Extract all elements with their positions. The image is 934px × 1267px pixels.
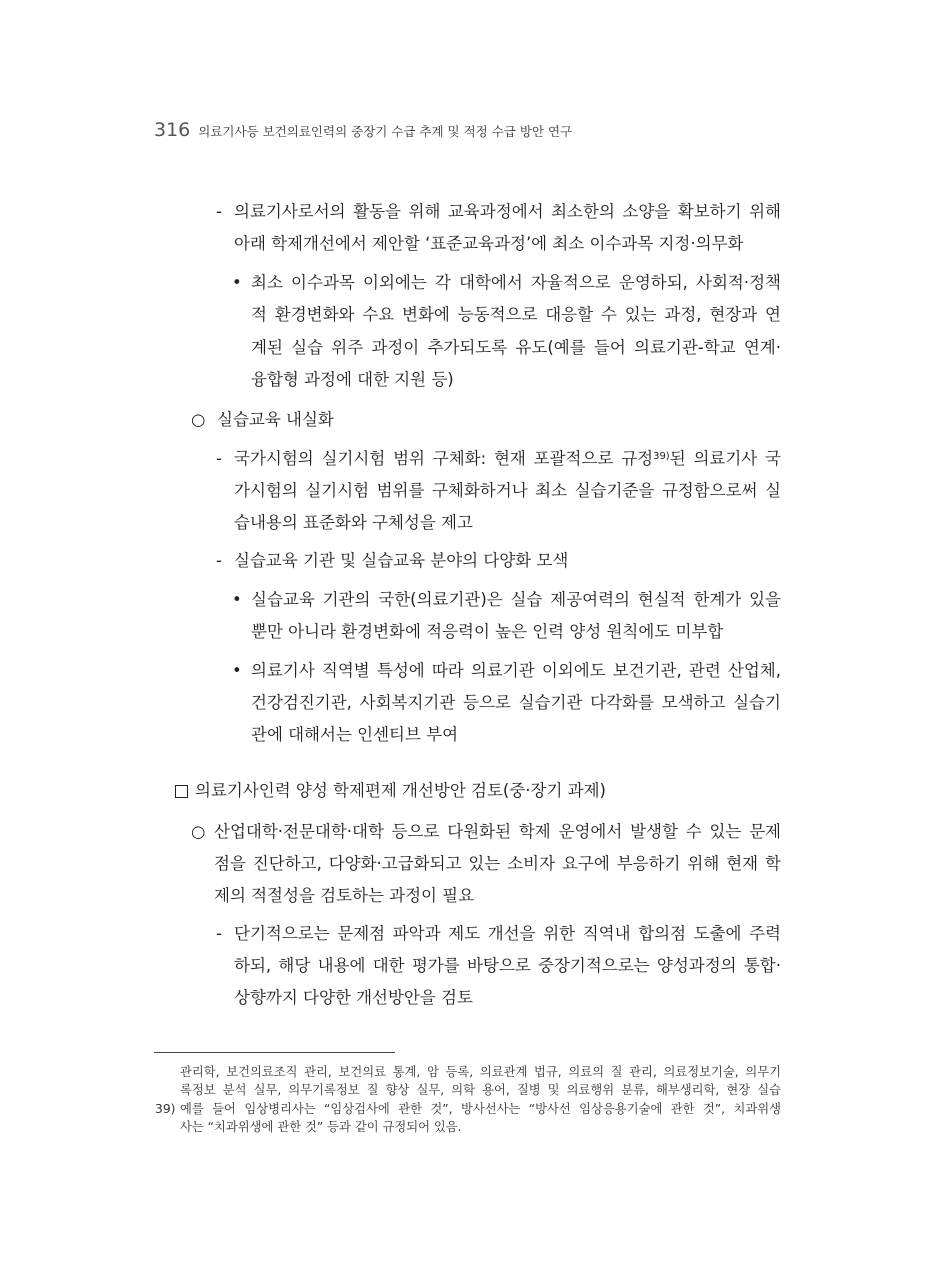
footnote-line: 예를 들어 임상병리사는 “임상검사에 관한 것”, 방사선사는 “방사선 임상응용기술에 관한 것”, 치과위생: [180, 1102, 781, 1116]
footnote-line: 관리학, 보건의료조직 관리, 보건의료 통계, 암 등록, 의료관계 법규, 의료의 질 관리, 의료정보기술, 의무기: [180, 1065, 781, 1079]
section-heading: 의료기사인력 양성 학제편제 개선방안 검토(중·장기 과제): [195, 781, 606, 800]
text-line: 상향까지 다양한 개선방안을 검토: [234, 988, 473, 1007]
text-line: 국가시험의 실기시험 범위 구체화: 현재 포괄적으로 규정$^{39)}$된 의료기사 국: [234, 449, 781, 468]
text-line: 하되, 해당 내용에 대한 평가를 바탕으로 중장기적으로는 양성과정의 통합·: [234, 956, 781, 975]
text-line: 적 환경변화와 수요 변화에 능동적으로 대응할 수 있는 과정, 현장과 연: [251, 305, 781, 324]
bullet-marker: •: [232, 590, 242, 609]
bullet-marker: •: [232, 273, 242, 292]
running-header: [154, 119, 572, 141]
square-marker: [175, 785, 188, 798]
dash-marker: -: [216, 202, 222, 221]
footnote-line: 사는 “치과위생에 관한 것” 등과 같이 규정되어 있음.: [180, 1120, 462, 1134]
text-line: 관에 대해서는 인센티브 부여: [251, 725, 459, 744]
text-line: 실습교육 기관의 국한(의료기관)은 실습 제공여력의 현실적 한계가 있을: [251, 590, 781, 609]
footnote-line: 록정보 분석 실무, 의무기록정보 질 향상 실무, 의학 용어, 질병 및 의료행위 분류, 해부생리학, 현장 실습: [180, 1083, 781, 1097]
running-title: 의료기사등 보건의료인력의 중장기 수급 추계 및 적정 수급 방안 연구: [198, 124, 573, 139]
dash-marker: -: [216, 449, 222, 468]
page-number: 316: [154, 119, 191, 141]
text-line: 최소 이수과목 이외에는 각 대학에서 자율적으로 운영하되, 사회적·정책: [251, 273, 781, 292]
text-line: 가시험의 실기시험 범위를 구체화하거나 최소 실습기준을 규정함으로써 실: [234, 481, 781, 500]
section-heading: 실습교육 내실화: [217, 410, 334, 429]
footnote-rule: [154, 1052, 395, 1053]
text-line: 단기적으로는 문제점 파악과 제도 개선을 위한 직역내 합의점 도출에 주력: [234, 924, 781, 943]
text-line: 습내용의 표준화와 구체성을 제고: [234, 513, 473, 532]
text-line: 산업대학·전문대학·대학 등으로 다원화된 학제 운영에서 발생할 수 있는 문제: [214, 822, 781, 841]
text-line: 건강검진기관, 사회복지기관 등으로 실습기관 다각화를 모색하고 실습기: [251, 693, 781, 712]
text-line: 뿐만 아니라 환경변화에 적응력이 높은 인력 양성 원칙에도 미부합: [251, 622, 724, 641]
text-line: 아래 학제개선에서 제안할 ‘표준교육과정’에 최소 이수과목 지정·의무화: [234, 234, 744, 253]
text-line: 융합형 과정에 대한 지원 등): [251, 370, 454, 389]
footnote-ref: 39): [653, 451, 670, 462]
text-line: 제의 적절성을 검토하는 과정이 필요: [214, 886, 475, 905]
text-line: 실습교육 기관 및 실습교육 분야의 다양화 모색: [234, 551, 569, 570]
dash-marker: -: [216, 551, 222, 570]
text-line: 계된 실습 위주 과정이 추가되도록 유도(예를 들어 의료기관-학교 연계·: [251, 338, 781, 357]
text-line: 의료기사 직역별 특성에 따라 의료기관 이외에도 보건기관, 관련 산업체,: [251, 661, 781, 680]
circle-marker: ○: [191, 822, 206, 841]
circle-marker: ○: [191, 410, 206, 429]
bullet-marker: •: [232, 661, 242, 680]
text-line: 의료기사로서의 활동을 위해 교육과정에서 최소한의 소양을 확보하기 위해: [234, 202, 781, 221]
dash-marker: -: [216, 924, 222, 943]
footnote-number: 39): [155, 1102, 176, 1116]
text-line: 점을 진단하고, 다양화·고급화되고 있는 소비자 요구에 부응하기 위해 현재 학: [214, 854, 781, 873]
